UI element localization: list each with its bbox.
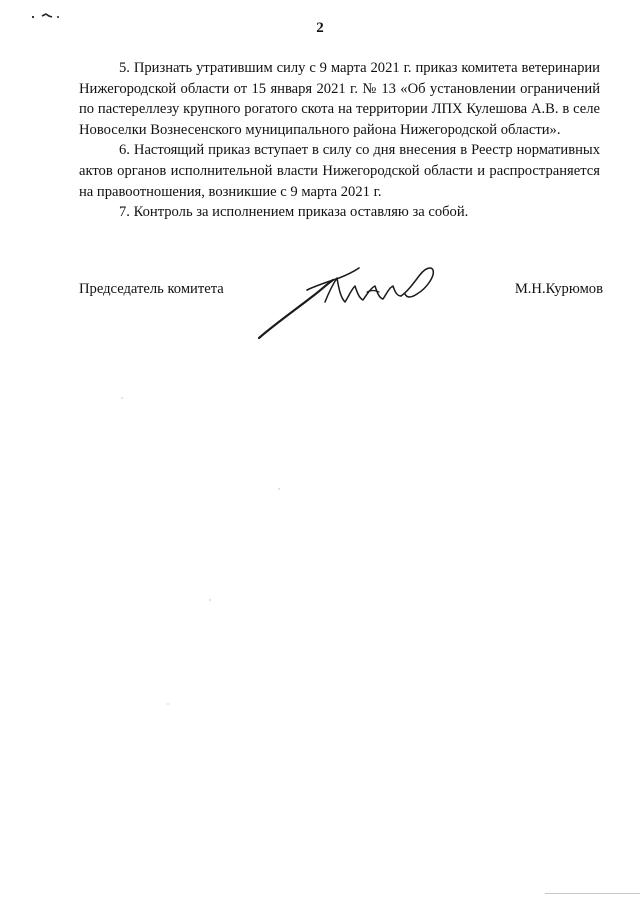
page-number: 2: [316, 20, 324, 36]
signatory-name: М.Н.Курюмов: [514, 281, 603, 297]
handwritten-signature: [255, 262, 445, 342]
paragraph-6: 6. Настоящий приказ вступает в силу со дня внесения в Реестр нормативных актов органов исполнительной власти Нижегородской области и распространяется на правоотношения, возникшие с 9 марта 2021 г.: [79, 142, 600, 200]
signatory-role: Председатель комитета: [79, 281, 224, 297]
scan-artifact-marks: [30, 10, 70, 20]
document-body: [79, 58, 600, 223]
paragraph-7: 7. Контроль за исполнением приказа оставляю за собой.: [119, 204, 469, 221]
paragraph-5: 5. Признать утратившим силу с 9 марта 2021 г. приказ комитета ветеринарии Нижегородской области от 15 января 2021 г. № 13 «Об установлении ограничений по пастереллезу крупного рогатого скота на территории ЛПХ Кулешова А.В. в селе Новоселки Вознесенского муниципального района Нижегородской области».: [79, 60, 600, 138]
footer-rule: [545, 893, 640, 894]
